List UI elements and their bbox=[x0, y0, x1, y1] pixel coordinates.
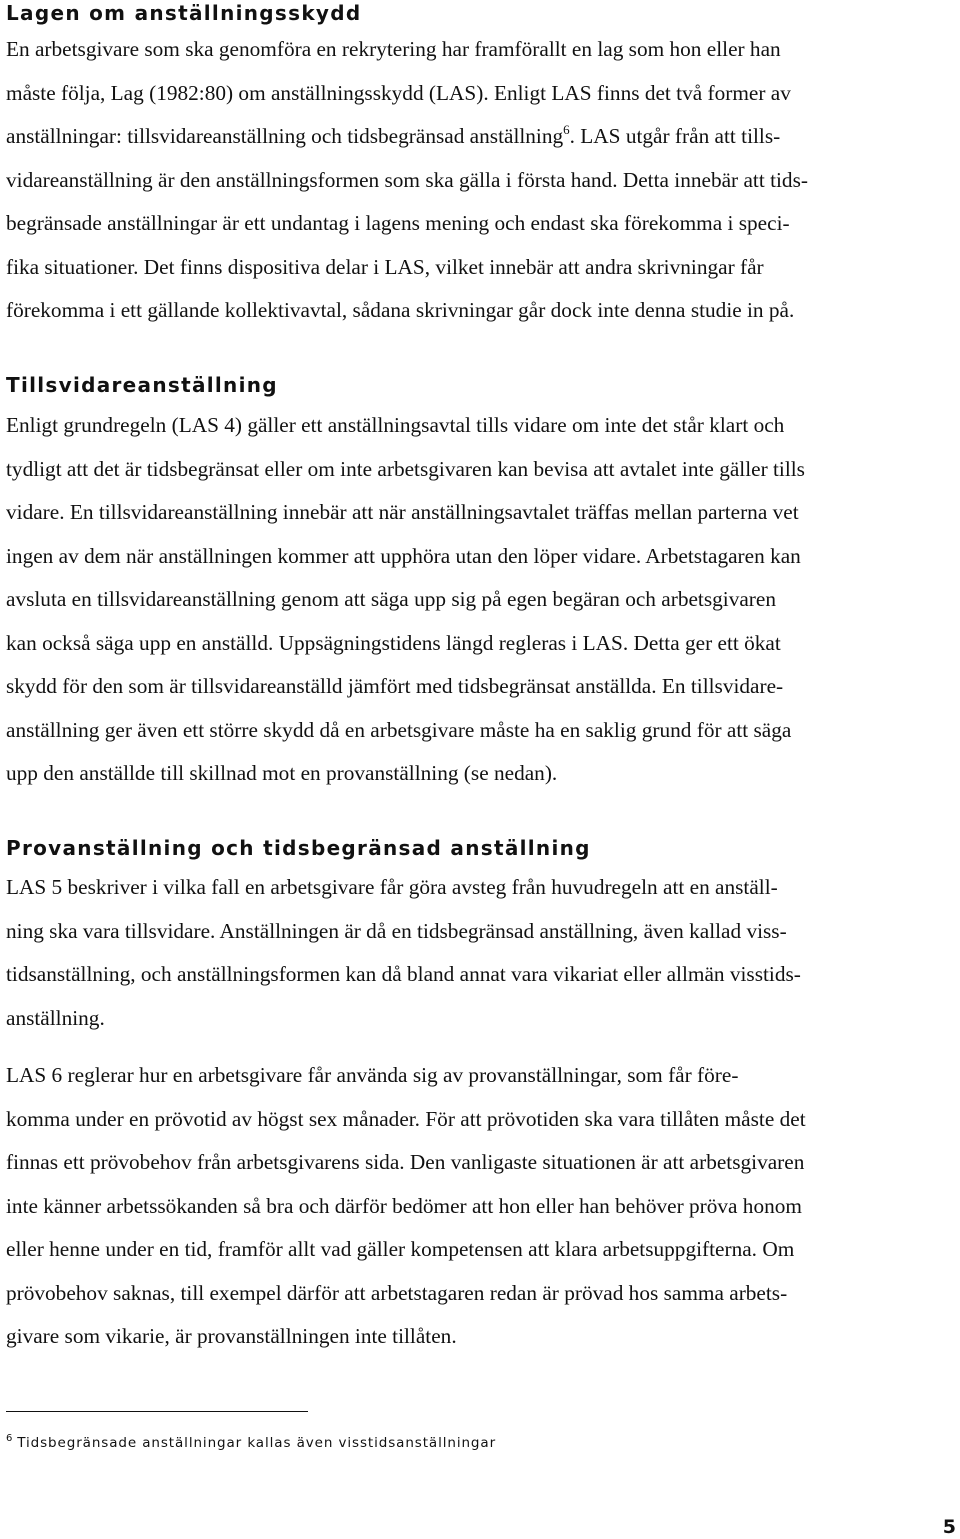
text-line: måste följa, Lag (1982:80) om anställningsskydd (LAS). Enligt LAS finns det två former av bbox=[6, 80, 791, 105]
text-line: LAS 6 reglerar hur en arbetsgivare får använda sig av provanställningar, som får före- bbox=[6, 1063, 739, 1087]
footnote-text: Tidsbegränsade anställningar kallas även visstidsanställningar bbox=[17, 1435, 497, 1451]
text-line: givare som vikarie, är provanställningen inte tillåten. bbox=[6, 1324, 457, 1348]
text-line: eller henne under en tid, framför allt vad gäller kompetensen att klara arbetsuppgifterna. Om bbox=[6, 1237, 795, 1261]
section-heading-lagen: Lagen om anställningsskydd bbox=[6, 1, 362, 25]
text-line: kan också säga upp en anställd. Uppsägningstidens längd regleras i LAS. Detta ger ett ökat bbox=[6, 630, 781, 655]
text-line: komma under en prövotid av högst sex månader. För att prövotiden ska vara tillåten måste det bbox=[6, 1106, 806, 1131]
text-line: prövobehov saknas, till exempel därför att arbetstagaren redan är prövad hos samma arbets- bbox=[6, 1280, 788, 1305]
page-number: 5 bbox=[942, 1516, 956, 1538]
footnote bbox=[6, 1435, 496, 1451]
text-line: avsluta en tillsvidareanställning genom att säga upp sig på egen begäran och arbetsgivaren bbox=[6, 587, 776, 611]
text-line: anställning. bbox=[6, 1005, 105, 1030]
paragraph-tillsvidare bbox=[6, 404, 805, 796]
section-heading-provanstallning: Provanställning och tidsbegränsad anställning bbox=[6, 836, 591, 860]
footnote-number: 6 bbox=[6, 1433, 14, 1444]
text-segment: . LAS utgår från att tills- bbox=[569, 124, 781, 148]
text-line: anställning ger även ett större skydd då en arbetsgivare måste ha en saklig grund för att säga bbox=[6, 717, 792, 742]
text-line: begränsade anställningar är ett undantag i lagens mening och endast ska förekomma i speci- bbox=[6, 211, 790, 235]
text-line: En arbetsgivare som ska genomföra en rekrytering har framförallt en lag som hon eller han bbox=[6, 37, 781, 61]
text-line: inte känner arbetssökanden så bra och därför bedömer att hon eller han behöver pröva honom bbox=[6, 1193, 802, 1218]
text-line: LAS 5 beskriver i vilka fall en arbetsgivare får göra avsteg från huvudregeln att en anställ- bbox=[6, 875, 778, 899]
text-line: tydligt att det är tidsbegränsat eller om inte arbetsgivaren kan bevisa att avtalet inte gäller tills bbox=[6, 456, 805, 481]
text-line: finnas ett prövobehov från arbetsgivarens sida. Den vanligaste situationen är att arbetsgivaren bbox=[6, 1150, 805, 1174]
text-line: skydd för den som är tillsvidareanställd jämfört med tidsbegränsat anställda. En tillsvidare- bbox=[6, 674, 784, 698]
text-line: vidareanställning är den anställningsformen som ska gälla i första hand. Detta innebär att tids- bbox=[6, 167, 808, 192]
text-line: ning ska vara tillsvidare. Anställningen är då en tidsbegränsad anställning, även kallad viss- bbox=[6, 918, 787, 943]
text-line: upp den anställde till skillnad mot en provanställning (se nedan). bbox=[6, 761, 558, 785]
text-line: förekomma i ett gällande kollektivavtal, sådana skrivningar går dock inte denna studie in på. bbox=[6, 298, 795, 322]
text-line: fika situationer. Det finns dispositiva delar i LAS, vilket innebär att andra skrivningar får bbox=[6, 254, 764, 279]
text-line: vidare. En tillsvidareanställning innebär att när anställningsavtalet träffas mellan parterna vet bbox=[6, 500, 799, 524]
footnote-divider bbox=[6, 1411, 308, 1412]
paragraph-provanstallning-1 bbox=[6, 866, 801, 1040]
text-line: Enligt grundregeln (LAS 4) gäller ett anställningsavtal tills vidare om inte det står klart och bbox=[6, 413, 785, 437]
paragraph-provanstallning-2 bbox=[6, 1054, 806, 1359]
text-line bbox=[6, 115, 808, 159]
paragraph-lagen bbox=[6, 28, 808, 333]
text-segment: anställningar: tillsvidareanställning och tidsbegränsad anställning bbox=[6, 124, 564, 148]
section-heading-tillsvidare: Tillsvidareanställning bbox=[6, 373, 278, 397]
footnote-reference[interactable]: 6 bbox=[563, 122, 570, 137]
text-line: ingen av dem när anställningen kommer att upphöra utan den löper vidare. Arbetstagaren kan bbox=[6, 543, 801, 568]
text-line: tidsanställning, och anställningsformen kan då bland annat vara vikariat eller allmän visstids- bbox=[6, 962, 801, 986]
